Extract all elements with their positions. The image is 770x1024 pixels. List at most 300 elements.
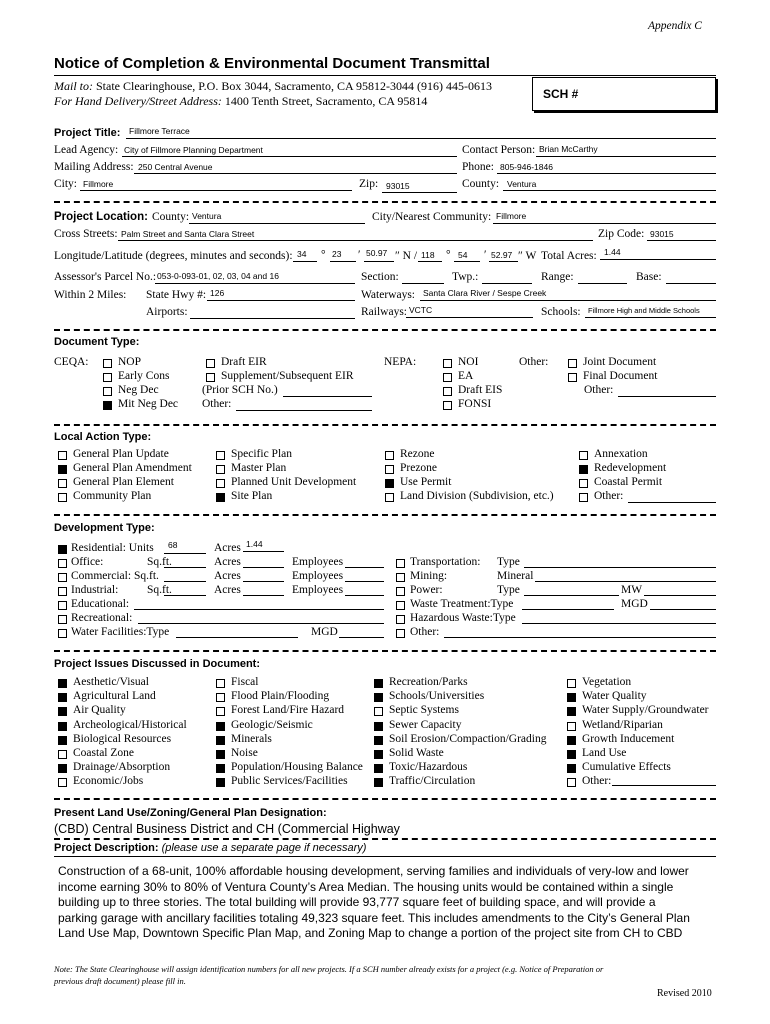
forest-land-fire-hazard-checkbox[interactable] (216, 707, 225, 716)
office-sqft-underline (164, 567, 206, 568)
use-permit-checkbox[interactable] (385, 479, 394, 488)
total-acres-value[interactable]: 1.44 (604, 247, 621, 257)
apn-value[interactable]: 053-0-093-01, 02, 03, 04 and 16 (157, 271, 279, 281)
joint-document-label: Joint Document (583, 356, 657, 368)
state-hwy-label: State Hwy #: (146, 289, 207, 301)
north-label: ″ N / (395, 250, 418, 262)
solid-waste-checkbox[interactable] (374, 750, 383, 759)
annexation-checkbox[interactable] (579, 451, 588, 460)
schools-underline (585, 317, 716, 318)
prezone-checkbox[interactable] (385, 465, 394, 474)
schools-universities-checkbox[interactable] (374, 693, 383, 702)
lat-long-label: Longitude/Latitude (degrees, minutes and seconds): (54, 250, 293, 262)
form-title: Notice of Completion & Environmental Document Transmittal (54, 55, 490, 72)
transportation-underline (524, 567, 716, 568)
drainage-absorption-label: Drainage/Absorption (73, 761, 171, 774)
project-description-heading-line: Project Description: (please use a separate page if necessary) (54, 842, 367, 854)
zip-label: Zip: (359, 178, 379, 190)
mailing-address-value[interactable]: 250 Central Avenue (138, 162, 213, 172)
air-quality-checkbox[interactable] (58, 707, 67, 716)
fonsi-label: FONSI (458, 398, 492, 410)
redevelopment-checkbox[interactable] (579, 465, 588, 474)
waste-treatment-type-underline (522, 609, 614, 610)
section-divider (54, 201, 716, 203)
residential-acres-underline (243, 551, 284, 552)
lon-minute-symbol: ′ (484, 249, 487, 261)
educational-label: Educational: (71, 598, 130, 610)
mailing-address-label: Mailing Address: (54, 161, 134, 173)
site-plan-label: Site Plan (231, 490, 273, 502)
site-plan-checkbox[interactable] (216, 493, 225, 502)
state-hwy-underline (207, 300, 355, 301)
coastal-zone-label: Coastal Zone (73, 747, 134, 759)
ea-checkbox[interactable] (443, 373, 452, 382)
coastal-permit-label: Coastal Permit (594, 476, 663, 488)
airports-label: Airports: (146, 306, 188, 318)
neg-dec-checkbox[interactable] (103, 387, 112, 396)
project-location-heading: Project Location: (54, 211, 148, 223)
hazardous-waste-underline (522, 623, 716, 624)
growth-inducement-checkbox[interactable] (567, 736, 576, 745)
soil-erosion-compaction-grading-checkbox[interactable] (374, 736, 383, 745)
waterways-value[interactable]: Santa Clara River / Sespe Creek (423, 288, 547, 298)
master-plan-checkbox[interactable] (216, 465, 225, 474)
section-divider (54, 424, 716, 426)
public-services-facilities-label: Public Services/Facilities (231, 775, 348, 788)
industrial-label: Industrial: (71, 584, 119, 596)
issues-other-underline (612, 785, 716, 786)
population-housing-balance-checkbox[interactable] (216, 764, 225, 773)
biological-resources-label: Biological Resources (73, 732, 172, 745)
lat-degrees[interactable]: 34 (297, 249, 307, 259)
residential-units-value[interactable]: 68 (168, 540, 178, 550)
water-facilities-mgd-label: MGD (311, 626, 338, 638)
title-rule (54, 75, 716, 76)
flood-plain-flooding-label: Flood Plain/Flooding (231, 690, 330, 703)
waste-treatment-checkbox[interactable] (396, 601, 405, 610)
water-supply-groundwater-checkbox[interactable] (567, 707, 576, 716)
mining-label: Mining: (410, 570, 448, 582)
section-label: Section: (361, 271, 399, 283)
twp-underline (482, 283, 532, 284)
prior-sch-label: (Prior SCH No.) (202, 384, 278, 396)
drainage-absorption-checkbox[interactable] (58, 764, 67, 773)
other-doc-line-label: Other: (584, 384, 614, 396)
archeological-historical-checkbox[interactable] (58, 722, 67, 731)
total-acres-underline (600, 259, 716, 260)
lon-degrees-underline (418, 261, 442, 262)
air-quality-label: Air Quality (73, 704, 126, 717)
commercial-label: Commercial: (71, 570, 132, 582)
industrial-sqft-label: Sq.ft. (147, 584, 172, 596)
apn-label: Assessor's Parcel No.: (54, 271, 157, 283)
septic-systems-label: Septic Systems (389, 704, 459, 717)
lon-degrees[interactable]: 118 (421, 250, 435, 260)
forest-land-fire-hazard-label: Forest Land/Fire Hazard (231, 704, 345, 717)
cumulative-effects-label: Cumulative Effects (582, 761, 671, 774)
range-underline (578, 283, 627, 284)
agricultural-land-label: Agricultural Land (73, 690, 156, 703)
minerals-checkbox[interactable] (216, 736, 225, 745)
description-rule (54, 856, 716, 857)
minerals-label: Minerals (231, 732, 272, 745)
supplement-subsequent-eir-label: Supplement/Subsequent EIR (221, 370, 354, 382)
other-checkbox[interactable] (579, 493, 588, 502)
lat-minute-symbol: ′ (358, 249, 361, 261)
mining-checkbox[interactable] (396, 573, 405, 582)
ceqa-label: CEQA: (54, 356, 89, 368)
noise-label: Noise (231, 747, 258, 759)
lon-minutes[interactable]: 54 (458, 250, 468, 260)
commercial-checkbox[interactable] (58, 573, 67, 582)
office-checkbox[interactable] (58, 559, 67, 568)
traffic-circulation-checkbox[interactable] (374, 778, 383, 787)
county-label: County: (462, 178, 500, 190)
water-facilities-checkbox[interactable] (58, 629, 67, 638)
fiscal-checkbox[interactable] (216, 679, 225, 688)
description-line: Construction of a 68-unit, 100% affordable housing development, serving families and individuals of very-low and lower (58, 864, 689, 878)
lat-minutes[interactable]: 23 (332, 249, 342, 259)
development-other-label: Other: (410, 626, 440, 638)
footnote-line: previous draft document) please fill in. (54, 976, 186, 986)
section-divider (54, 514, 716, 516)
wetland-riparian-checkbox[interactable] (567, 722, 576, 731)
location-county-label: County: (152, 211, 190, 223)
phone-value[interactable]: 805-946-1846 (500, 162, 553, 172)
description-line: income earning 30% to 80% of Ventura County’s Area Median. The housing units would be contained within a single (58, 879, 674, 894)
rezone-checkbox[interactable] (385, 451, 394, 460)
commercial-sqft-underline (164, 581, 206, 582)
hand-delivery-line: For Hand Delivery/Street Address: 1400 Tenth Street, Sacramento, CA 95814 (54, 94, 428, 108)
community-plan-checkbox[interactable] (58, 493, 67, 502)
phone-label: Phone: (462, 161, 494, 173)
planned-unit-development-label: Planned Unit Development (231, 476, 357, 488)
project-issues-heading: Project Issues Discussed in Document: (54, 658, 261, 670)
recreation-parks-checkbox[interactable] (374, 679, 383, 688)
aesthetic-visual-label: Aesthetic/Visual (73, 676, 149, 688)
lon-minutes-underline (454, 261, 480, 262)
rezone-label: Rezone (400, 448, 435, 460)
residential-label: Residential: Units (71, 542, 154, 554)
office-employees-label: Employees (292, 556, 344, 568)
section-underline (402, 283, 444, 284)
economic-jobs-checkbox[interactable] (58, 778, 67, 787)
residential-acres-value[interactable]: 1.44 (246, 539, 263, 549)
mit-neg-dec-label: Mit Neg Dec (118, 398, 179, 410)
industrial-sqft-underline (164, 595, 206, 596)
county-value[interactable]: Ventura (507, 179, 537, 189)
educational-underline (134, 609, 384, 610)
section-divider (54, 798, 716, 800)
biological-resources-checkbox[interactable] (58, 736, 67, 745)
hazardous-waste-checkbox[interactable] (396, 615, 405, 624)
residential-acres-label: Acres (214, 542, 241, 554)
general-plan-amendment-label: General Plan Amendment (73, 462, 192, 474)
sch-label: SCH # (543, 87, 579, 101)
other-checkbox[interactable] (567, 778, 576, 787)
city-label: City: (54, 178, 78, 190)
wetland-riparian-label: Wetland/Riparian (582, 718, 663, 731)
noi-checkbox[interactable] (443, 359, 452, 368)
zip-value[interactable]: 93015 (386, 181, 410, 191)
ceqa-other-underline (236, 410, 372, 411)
power-checkbox[interactable] (396, 587, 405, 596)
apn-underline (155, 283, 355, 284)
cumulative-effects-checkbox[interactable] (567, 764, 576, 773)
aesthetic-visual-checkbox[interactable] (58, 679, 67, 688)
office-acres-label: Acres (214, 556, 241, 568)
zip-underline (382, 192, 457, 193)
lon-seconds[interactable]: 52.97 (491, 250, 513, 260)
mit-neg-dec-checkbox[interactable] (103, 401, 112, 410)
lat-degrees-underline (293, 261, 317, 262)
location-zip-value[interactable]: 93015 (650, 229, 674, 239)
city-value[interactable]: Fillmore (83, 179, 114, 189)
draft-eir-checkbox[interactable] (206, 359, 215, 368)
lat-seconds[interactable]: 50.97 (366, 248, 388, 258)
commercial-acres-label: Acres (214, 570, 241, 582)
industrial-acres-label: Acres (214, 584, 241, 596)
lat-degree-symbol: ° (321, 249, 326, 261)
industrial-employees-label: Employees (292, 584, 344, 596)
state-hwy-value[interactable]: 126 (210, 288, 225, 298)
development-other-underline (444, 637, 716, 638)
schools-label: Schools: (541, 306, 581, 318)
transportation-checkbox[interactable] (396, 559, 405, 568)
draft-eis-checkbox[interactable] (443, 387, 452, 396)
land-use-checkbox[interactable] (567, 750, 576, 759)
noise-checkbox[interactable] (216, 750, 225, 759)
county-underline (503, 190, 716, 191)
railways-value[interactable]: VCTC (409, 305, 433, 315)
transportation-label: Transportation: (410, 556, 481, 568)
water-supply-groundwater-label: Water Supply/Groundwater (582, 704, 709, 717)
agricultural-land-checkbox[interactable] (58, 693, 67, 702)
educational-checkbox[interactable] (58, 601, 67, 610)
recreation-parks-label: Recreation/Parks (389, 676, 468, 688)
local-action-heading: Local Action Type: (54, 431, 152, 443)
mail-to-line: Mail to: State Clearinghouse, P.O. Box 3044, Sacramento, CA 95812-3044 (916) 445-0613 (54, 79, 492, 93)
contact-person-value[interactable]: Brian McCarthy (539, 144, 598, 154)
footnote-line: Note: The State Clearinghouse will assign identification numbers for all new projects. If a SCH number already exists for a project (e.g. Notice of Preparation or (54, 964, 604, 974)
location-county-underline (189, 223, 365, 224)
final-document-checkbox[interactable] (568, 373, 577, 382)
nop-label: NOP (118, 356, 142, 368)
range-label: Range: (541, 271, 574, 283)
lon-degree-symbol: ° (446, 249, 451, 261)
coastal-zone-checkbox[interactable] (58, 750, 67, 759)
final-document-label: Final Document (583, 370, 658, 382)
description-line: Land Use Map, Downtown Specific Plan Map, and Zoning Map to change a portion of the project site from CH to CBD (58, 926, 683, 940)
septic-systems-checkbox[interactable] (374, 707, 383, 716)
commercial-employees-label: Employees (292, 570, 344, 582)
early-cons-label: Early Cons (118, 370, 170, 382)
contact-person-label: Contact Person: (462, 144, 536, 156)
planned-unit-development-checkbox[interactable] (216, 479, 225, 488)
nop-checkbox[interactable] (103, 359, 112, 368)
solid-waste-label: Solid Waste (389, 747, 444, 759)
lon-seconds-underline (489, 261, 518, 262)
draft-eis-label: Draft EIS (458, 384, 503, 396)
local-action-other-underline (628, 502, 716, 503)
water-facilities-type-underline (176, 637, 298, 638)
location-zip-label: Zip Code: (598, 228, 645, 240)
industrial-checkbox[interactable] (58, 587, 67, 596)
general-plan-element-checkbox[interactable] (58, 479, 67, 488)
water-quality-checkbox[interactable] (567, 693, 576, 702)
annexation-label: Annexation (594, 448, 648, 460)
commercial-sqft-label: Sq.ft. (134, 570, 159, 582)
twp-label: Twp.: (452, 271, 479, 283)
waste-treatment-mgd-underline (650, 609, 716, 610)
revised-label: Revised 2010 (657, 988, 712, 999)
development-other-checkbox[interactable] (396, 629, 405, 638)
fiscal-label: Fiscal (231, 676, 259, 688)
appendix-label: Appendix C (648, 20, 702, 32)
other-doc-underline (618, 396, 716, 397)
lead-agency-value[interactable]: City of Fillmore Planning Department (124, 145, 263, 155)
sewer-capacity-checkbox[interactable] (374, 722, 383, 731)
office-employees-underline (345, 567, 384, 568)
schools-value[interactable]: Fillmore High and Middle Schools (588, 306, 700, 315)
prezone-label: Prezone (400, 462, 438, 474)
general-plan-element-label: General Plan Element (73, 476, 174, 488)
office-label: Office: (71, 556, 104, 568)
geologic-seismic-checkbox[interactable] (216, 722, 225, 731)
airports-underline (190, 318, 355, 319)
water-facilities-mgd-underline (339, 637, 384, 638)
project-title-value[interactable]: Fillmore Terrace (129, 126, 190, 136)
power-label: Power: (410, 584, 443, 596)
land-use-heading: Present Land Use/Zoning/General Plan Designation: (54, 807, 327, 819)
waterways-label: Waterways: (361, 289, 415, 301)
cross-streets-label: Cross Streets: (54, 228, 118, 240)
project-title-label: Project Title: (54, 127, 121, 139)
sewer-capacity-label: Sewer Capacity (389, 718, 462, 731)
joint-document-checkbox[interactable] (568, 359, 577, 368)
soil-erosion-compaction-grading-label: Soil Erosion/Compaction/Grading (389, 732, 547, 745)
cross-streets-underline (118, 240, 593, 241)
project-title-underline (126, 138, 716, 139)
specific-plan-label: Specific Plan (231, 448, 292, 460)
other-doc-label: Other: (519, 356, 549, 368)
economic-jobs-label: Economic/Jobs (73, 775, 144, 788)
other-label: Other: (582, 775, 612, 788)
community-value[interactable]: Fillmore (496, 211, 527, 221)
document-type-heading: Document Type: (54, 336, 140, 348)
water-facilities-label: Water Facilities:Type (71, 626, 170, 638)
section-divider (54, 329, 716, 331)
draft-eir-label: Draft EIR (221, 356, 267, 368)
sch-number-box[interactable] (532, 77, 716, 111)
general-plan-amendment-checkbox[interactable] (58, 465, 67, 474)
land-use-value[interactable]: (CBD) Central Business District and CH (Commercial Highway (54, 822, 400, 836)
prior-sch-underline (283, 396, 372, 397)
lat-seconds-underline (364, 261, 394, 262)
supplement-subsequent-eir-checkbox[interactable] (206, 373, 215, 382)
mailing-address-underline (134, 173, 457, 174)
lead-agency-underline (122, 156, 457, 157)
early-cons-checkbox[interactable] (103, 373, 112, 382)
mining-mineral-label: Mineral (497, 570, 534, 582)
general-plan-update-checkbox[interactable] (58, 451, 67, 460)
general-plan-update-label: General Plan Update (73, 448, 169, 460)
cross-streets-value[interactable]: Palm Street and Santa Clara Street (121, 229, 255, 239)
community-label: City/Nearest Community: (372, 211, 492, 223)
recreational-label: Recreational: (71, 612, 133, 624)
land-division-subdivision-etc-label: Land Division (Subdivision, etc.) (400, 490, 554, 502)
nepa-label: NEPA: (384, 356, 417, 368)
community-plan-label: Community Plan (73, 490, 152, 502)
geologic-seismic-label: Geologic/Seismic (231, 718, 313, 731)
neg-dec-label: Neg Dec (118, 384, 159, 396)
development-type-heading: Development Type: (54, 522, 155, 534)
recreational-checkbox[interactable] (58, 615, 67, 624)
within-2-miles-label: Within 2 Miles: (54, 289, 127, 301)
schools-universities-label: Schools/Universities (389, 690, 485, 703)
phone-underline (497, 173, 716, 174)
use-permit-label: Use Permit (400, 476, 452, 488)
flood-plain-flooding-checkbox[interactable] (216, 693, 225, 702)
description-line: building up to three stories. The total building will provide 93,777 square feet of building space, and will provide a (58, 895, 656, 909)
mining-underline (535, 581, 716, 582)
noi-label: NOI (458, 356, 479, 368)
power-mw-label: MW (621, 584, 643, 596)
public-services-facilities-checkbox[interactable] (216, 778, 225, 787)
master-plan-label: Master Plan (231, 462, 287, 474)
west-label: ″ W (518, 250, 537, 262)
community-underline (493, 223, 716, 224)
toxic-hazardous-label: Toxic/Hazardous (389, 761, 468, 774)
archeological-historical-label: Archeological/Historical (73, 718, 187, 731)
residential-units-underline (164, 553, 206, 554)
section-divider (54, 650, 716, 652)
office-acres-underline (243, 567, 284, 568)
section-divider (54, 838, 716, 840)
industrial-acres-underline (243, 595, 284, 596)
residential-checkbox[interactable] (58, 545, 67, 554)
toxic-hazardous-checkbox[interactable] (374, 764, 383, 773)
lat-minutes-underline (330, 261, 356, 262)
base-underline (666, 283, 716, 284)
total-acres-label: Total Acres: (541, 250, 597, 262)
commercial-employees-underline (345, 581, 384, 582)
ea-label: EA (458, 370, 474, 382)
hazardous-waste-label: Hazardous Waste:Type (410, 612, 516, 624)
waste-treatment-mgd-label: MGD (621, 598, 648, 610)
location-county-value[interactable]: Ventura (192, 211, 222, 221)
fonsi-checkbox[interactable] (443, 401, 452, 410)
description-line: parking garage with ancillary facilities totaling 49,323 square feet. This includes amendments to the City’s General Plan (58, 910, 690, 925)
coastal-permit-checkbox[interactable] (579, 479, 588, 488)
waterways-underline (420, 300, 716, 301)
redevelopment-label: Redevelopment (594, 462, 667, 474)
land-use-label: Land Use (582, 747, 627, 759)
lead-agency-label: Lead Agency: (54, 144, 119, 156)
specific-plan-checkbox[interactable] (216, 451, 225, 460)
vegetation-checkbox[interactable] (567, 679, 576, 688)
growth-inducement-label: Growth Inducement (582, 732, 675, 745)
transportation-type-label: Type (497, 556, 520, 568)
location-zip-underline (647, 240, 716, 241)
land-division-subdivision-etc-checkbox[interactable] (385, 493, 394, 502)
power-mw-underline (644, 595, 716, 596)
vegetation-label: Vegetation (582, 676, 632, 688)
railways-underline (406, 317, 533, 318)
recreational-underline (138, 623, 384, 624)
traffic-circulation-label: Traffic/Circulation (389, 775, 476, 788)
ceqa-other-label: Other: (202, 398, 232, 410)
